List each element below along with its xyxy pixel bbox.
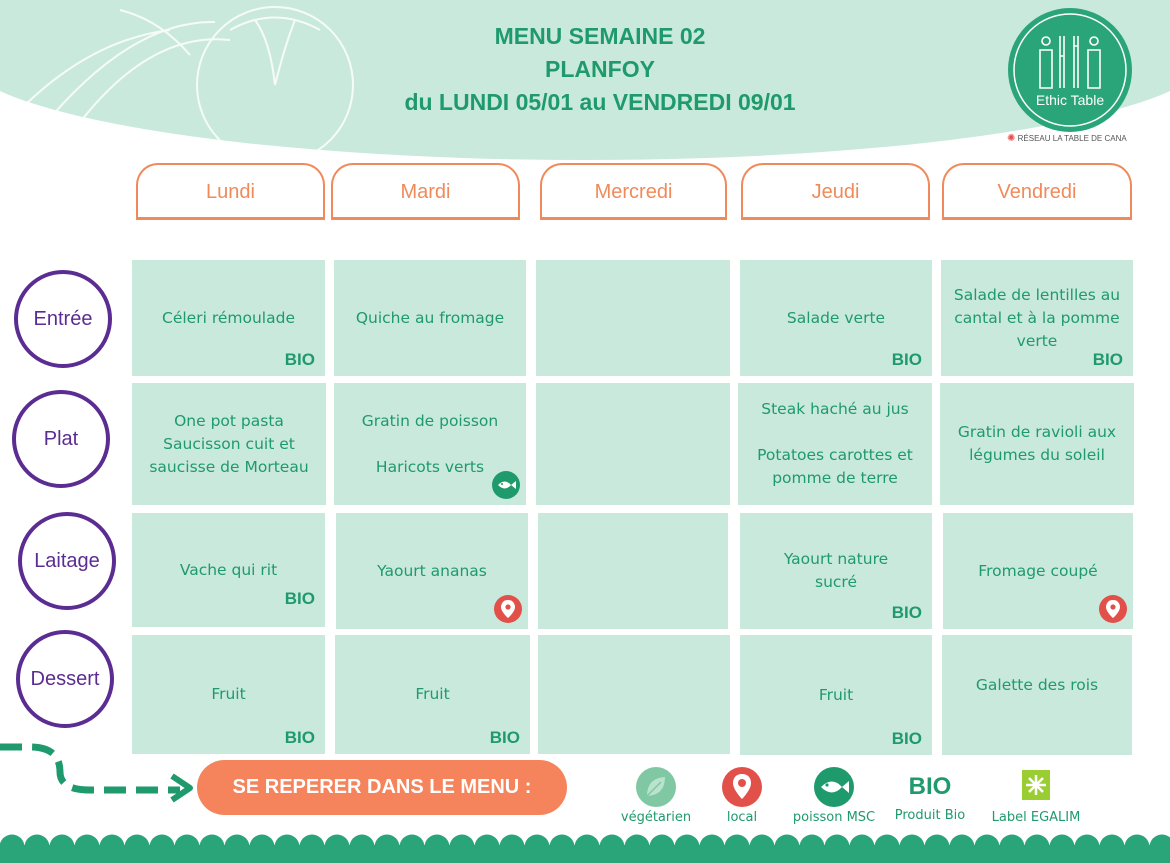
legend-local: local <box>687 766 797 825</box>
scallop <box>200 835 225 860</box>
scallop <box>1125 835 1150 860</box>
menu-cell-laitage-jeudi: Yaourt nature sucré BIO <box>740 513 932 629</box>
scallop <box>125 835 150 860</box>
scallop <box>650 835 675 860</box>
day-tab-jeudi: Jeudi <box>741 163 930 220</box>
menu-cell-entree-lundi: Céleri rémoulade BIO <box>132 260 325 376</box>
fish-icon <box>813 766 855 808</box>
scallop <box>25 835 50 860</box>
ethic-table-logo <box>1008 8 1132 132</box>
scallop <box>275 835 300 860</box>
scallop <box>350 835 375 860</box>
row-label-dessert: Dessert <box>16 630 114 728</box>
location-pin-icon <box>721 766 763 808</box>
scallop <box>325 835 350 860</box>
scallop <box>875 835 900 860</box>
scallop <box>1025 835 1050 860</box>
network-label: ✺ RÉSEAU LA TABLE DE CANA <box>1007 133 1127 144</box>
scallop <box>775 835 800 860</box>
scallop <box>550 835 575 860</box>
row-label-laitage: Laitage <box>18 512 116 610</box>
scallop <box>1050 835 1075 860</box>
scallop <box>450 835 475 860</box>
scallop <box>0 835 25 860</box>
menu-guide-banner: SE REPERER DANS LE MENU : <box>197 760 567 815</box>
menu-cell-dessert-lundi: Fruit BIO <box>132 635 325 754</box>
scallop <box>900 835 925 860</box>
menu-title <box>330 20 870 119</box>
scallop <box>50 835 75 860</box>
menu-cell-dessert-mercredi <box>538 635 730 754</box>
row-label-plat: Plat <box>12 390 110 488</box>
day-tab-mardi: Mardi <box>331 163 520 220</box>
menu-cell-plat-jeudi: Steak haché au jus Potatoes carottes et pomme de terre <box>738 383 932 505</box>
scallop <box>100 835 125 860</box>
scallop <box>175 835 200 860</box>
legend-bio: BIO Produit Bio <box>875 766 985 823</box>
scallop <box>800 835 825 860</box>
scallop <box>150 835 175 860</box>
scallop <box>250 835 275 860</box>
title-dates: du LUNDI 05/01 au VENDREDI 09/01 <box>404 89 796 115</box>
scallop <box>950 835 975 860</box>
scallop <box>425 835 450 860</box>
vegetable-illustration <box>0 0 380 160</box>
dashed-arrow-icon <box>0 742 200 806</box>
scallop <box>575 835 600 860</box>
menu-cell-laitage-vendredi: Fromage coupé <box>943 513 1133 629</box>
menu-cell-plat-vendredi: Gratin de ravioli aux légumes du soleil <box>940 383 1134 505</box>
menu-cell-plat-lundi: One pot pasta Saucisson cuit et saucisse de Morteau <box>132 383 326 505</box>
scallop <box>600 835 625 860</box>
menu-cell-entree-mardi: Quiche au fromage <box>334 260 526 376</box>
scallop <box>725 835 750 860</box>
scallop <box>975 835 1000 860</box>
day-tab-mercredi: Mercredi <box>540 163 727 220</box>
fish-icon <box>492 471 520 499</box>
scallop <box>825 835 850 860</box>
scallop <box>1075 835 1100 860</box>
bio-badge: BIO <box>284 350 315 369</box>
scalloped-border <box>0 833 1170 863</box>
row-label-entree: Entrée <box>14 270 112 368</box>
scallop <box>675 835 700 860</box>
bio-badge: BIO <box>284 589 315 608</box>
menu-cell-entree-vendredi: Salade de lentilles au cantal et à la pomme verte BIO <box>941 260 1133 376</box>
menu-cell-plat-mercredi <box>536 383 730 505</box>
scallop <box>225 835 250 860</box>
egalim-icon <box>1015 766 1057 808</box>
menu-cell-laitage-mercredi <box>538 513 728 629</box>
scallop <box>525 835 550 860</box>
bio-badge: BIO <box>489 728 520 747</box>
day-tab-lundi: Lundi <box>136 163 325 220</box>
network-icon: ✺ <box>1007 133 1016 144</box>
scallop <box>300 835 325 860</box>
menu-cell-laitage-mardi: Yaourt ananas <box>336 513 528 629</box>
bio-badge: BIO <box>1092 350 1123 369</box>
bio-badge: BIO <box>891 603 922 622</box>
menu-cell-dessert-jeudi: Fruit BIO <box>740 635 932 755</box>
bio-label: BIO <box>908 773 952 800</box>
menu-cell-entree-mercredi <box>536 260 730 376</box>
legend-vegetarian: végétarien <box>601 766 711 825</box>
leaf-icon <box>635 766 677 808</box>
menu-cell-plat-mardi: Gratin de poisson Haricots verts <box>334 383 526 505</box>
location-pin-icon <box>1099 595 1127 623</box>
logo-text: Ethic Table <box>1035 92 1105 108</box>
scallop <box>625 835 650 860</box>
scallop <box>75 835 100 860</box>
logo-figures-icon <box>1008 8 1132 132</box>
menu-cell-dessert-vendredi: Galette des rois <box>942 635 1132 755</box>
menu-cell-dessert-mardi: Fruit BIO <box>335 635 530 754</box>
location-pin-icon <box>494 595 522 623</box>
scallop <box>700 835 725 860</box>
bio-badge: BIO <box>891 729 922 748</box>
scallop <box>375 835 400 860</box>
scallop <box>500 835 525 860</box>
legend-egalim: Label EGALIM <box>981 766 1091 825</box>
menu-cell-laitage-lundi: Vache qui rit BIO <box>132 513 325 627</box>
legend-msc-fish: poisson MSC <box>779 766 889 825</box>
scallop <box>925 835 950 860</box>
bio-badge: BIO <box>284 728 315 747</box>
menu-cell-entree-jeudi: Salade verte BIO <box>740 260 932 376</box>
day-tab-vendredi: Vendredi <box>942 163 1132 220</box>
scallop <box>1000 835 1025 860</box>
scallop <box>1100 835 1125 860</box>
scallop <box>475 835 500 860</box>
scallop <box>400 835 425 860</box>
bio-badge: BIO <box>891 350 922 369</box>
title-site: PLANFOY <box>545 56 655 82</box>
scallop <box>750 835 775 860</box>
scallop <box>850 835 875 860</box>
title-week: MENU SEMAINE 02 <box>494 23 706 49</box>
